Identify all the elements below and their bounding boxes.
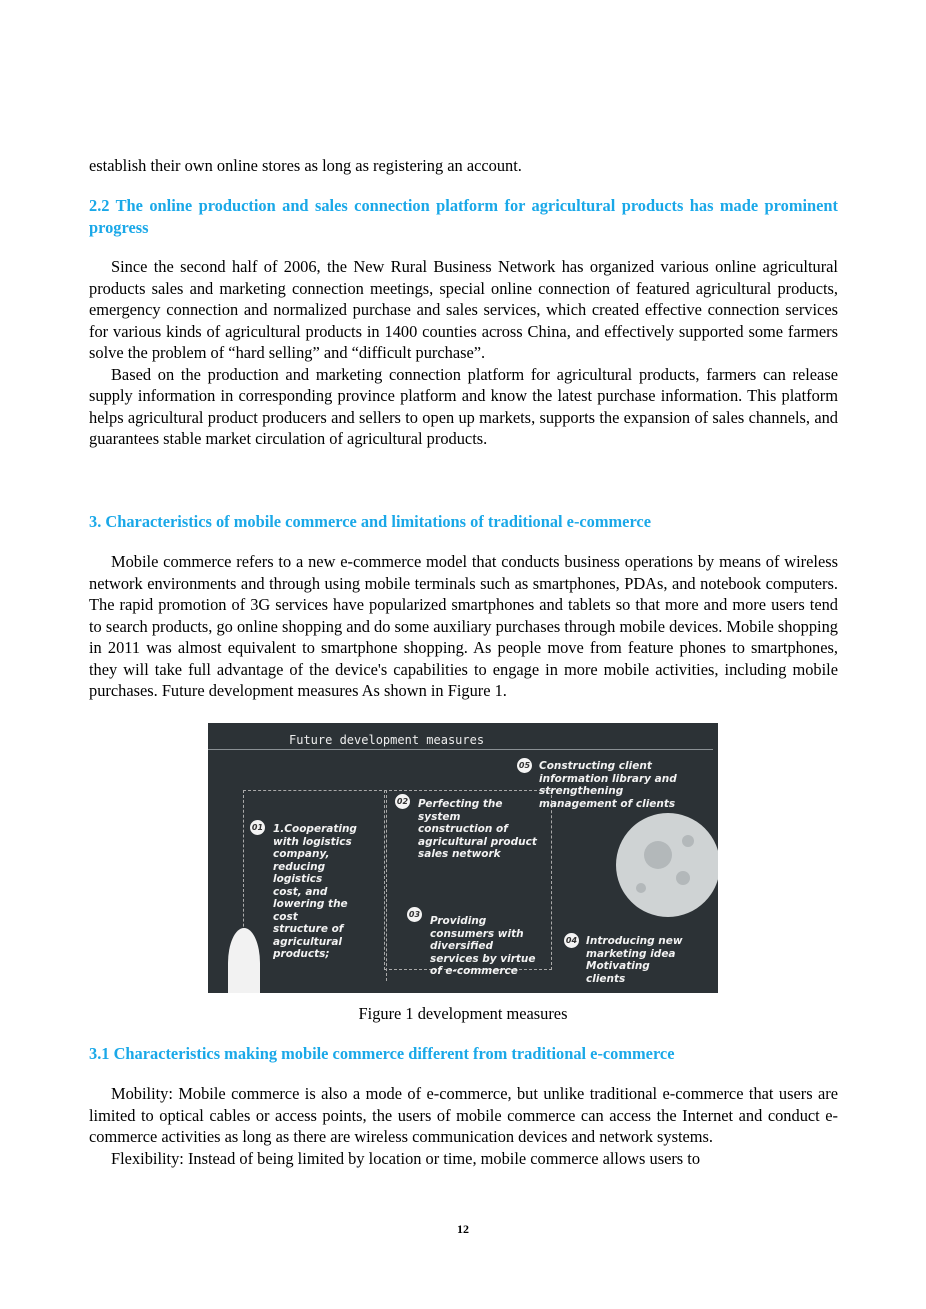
section-heading-2-2: 2.2 The online production and sales connection platform for agricultural products has made prominent progress <box>89 196 838 237</box>
figure-item-2: Perfecting the system construction of agricultural product sales network <box>418 798 537 860</box>
figure-item-4: Introducing new marketing idea Motivating clients <box>586 935 683 985</box>
rocket-icon <box>228 928 260 993</box>
figure-development-measures <box>208 723 718 993</box>
section-heading-3: 3. Characteristics of mobile commerce and limitations of traditional e-commerce <box>89 512 651 531</box>
paragraph: Mobility: Mobile commerce is also a mode of e-commerce, but unlike traditional e-commerce that users are limited to optical cables or access points, the users of mobile commerce can access the Internet and conduct e-commerce activities as long as there are wireless communication devices and network systems. <box>89 1084 838 1146</box>
item-number: 02 <box>395 794 410 809</box>
figure-caption: Figure 1 development measures <box>358 1004 568 1023</box>
section-2-2-body <box>89 256 838 450</box>
figure-title: Future development measures <box>289 733 485 747</box>
figure-item-3: Providing consumers with diversified services by virtue of e-commerce <box>430 915 536 977</box>
figure-item-5: Constructing client information library and strengthening management of clients <box>539 760 677 810</box>
paragraph: Since the second half of 2006, the New Rural Business Network has organized various online agricultural products sales and marketing connection meetings, special online connection of featured agricultural products, emergency connection and normalized purchase and sales services, which created effective connection services for various kinds of agricultural products in 1400 counties across China, and effectively supported some farmers solve the problem of “hard selling” and “difficult purchase”. <box>89 257 838 362</box>
item-number: 05 <box>517 758 532 773</box>
paragraph: Flexibility: Instead of being limited by location or time, mobile commerce allows users to <box>111 1148 701 1168</box>
section-3-1-body <box>89 1083 838 1169</box>
divider <box>208 749 713 750</box>
item-number: 04 <box>564 933 579 948</box>
page-number: 12 <box>457 1222 469 1236</box>
paragraph: Mobile commerce refers to a new e-commerce model that conducts business operations by means of wireless network environments and through using mobile terminals such as smartphones, PDAs, and notebook computers. The rapid promotion of 3G services have popularized smartphones and tablets so that more and more users tend to search products, go online shopping and do some auxiliary purchases through mobile devices. Mobile shopping in 2011 was almost equivalent to smartphone shopping. As people move from feature phones to smartphones, they will take full advantage of the device's capabilities to engage in more mobile activities, including mobile purchases. Future development measures As shown in Figure 1. <box>89 552 838 700</box>
section-3-body <box>89 551 838 702</box>
section-heading-3-1: 3.1 Characteristics making mobile commerce different from traditional e-commerce <box>89 1044 675 1063</box>
intro-line: establish their own online stores as long as registering an account. <box>89 156 522 175</box>
item-number: 03 <box>407 907 422 922</box>
moon-icon <box>616 813 718 917</box>
paragraph: Based on the production and marketing connection platform for agricultural products, farmers can release supply information in corresponding province platform and know the latest purchase information. This platform helps agricultural product producers and sellers to open up markets, supports the expansion of sales channels, and guarantees stable market circulation of agricultural products. <box>89 364 838 448</box>
item-number: 01 <box>250 820 265 835</box>
figure-item-1: 1.Cooperating with logistics company, reducing logistics cost, and lowering the cost structure of agricultural products; <box>273 823 357 960</box>
